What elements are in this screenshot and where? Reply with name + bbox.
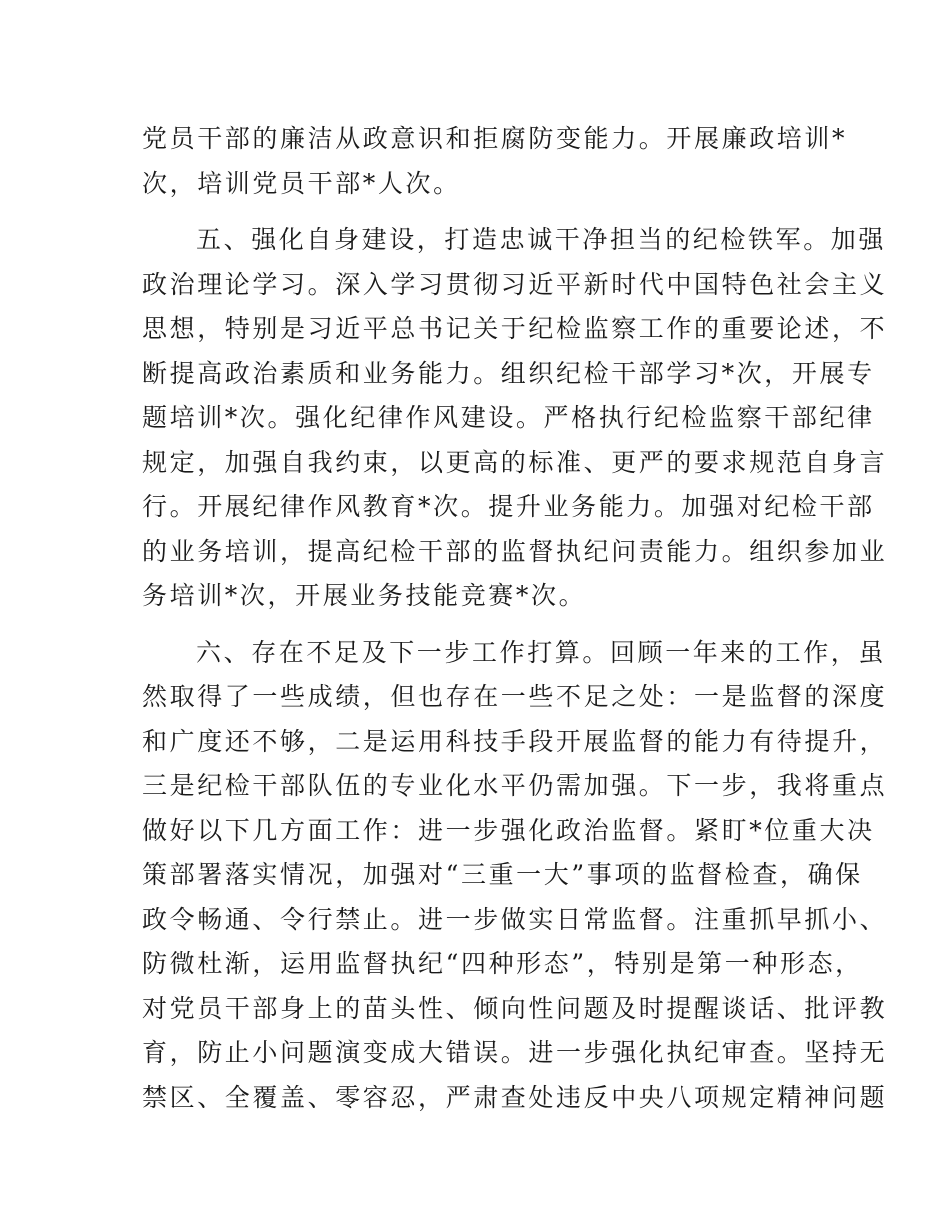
text-line: 党员干部的廉洁从政意识和拒腐防变能力。开展廉政培训*: [142, 124, 848, 153]
text-line: 行。开展纪律作风教育*次。提升业务能力。加强对纪检干部: [142, 492, 875, 521]
text-line: 三是纪检干部队伍的专业化水平仍需加强。下一步，我将重点: [142, 771, 888, 800]
text-line: 然取得了一些成绩，但也存在一些不足之处：一是监督的深度: [142, 682, 888, 711]
text-line: 策部署落实情况，加强对“三重一大”事项的监督检查，确保: [142, 860, 863, 889]
text-line: 思想，特别是习近平总书记关于纪检监察工作的重要论述，不: [142, 314, 888, 343]
text-line: 题培训*次。强化纪律作风建设。严格执行纪检监察干部纪律: [142, 403, 875, 432]
paragraph-2: [142, 218, 888, 619]
text-line: 政令畅通、令行禁止。进一步做实日常监督。注重抓早抓小、: [142, 904, 888, 934]
text-line: 五、强化自身建设，打造忠诚干净担当的纪检铁军。加强: [196, 225, 887, 254]
paragraph-1: [142, 117, 848, 206]
text-line: 育，防止小问题演变成大错误。进一步强化执纪审查。坚持无: [142, 1038, 888, 1067]
document-body: [142, 117, 888, 1120]
text-line: 务培训*次，开展业务技能竞赛*次。: [142, 581, 587, 610]
text-line: 的业务培训，提高纪检干部的监督执纪问责能力。组织参加业: [142, 536, 888, 566]
text-line: 和广度还不够，二是运用科技手段开展监督的能力有待提升，: [142, 726, 888, 756]
text-line: 次，培训党员干部*人次。: [142, 168, 461, 198]
text-line: 断提高政治素质和业务能力。组织纪检干部学习*次，开展专: [142, 358, 875, 388]
text-line: 规定，加强自我约束，以更高的标准、更严的要求规范自身言: [142, 447, 888, 477]
paragraph-3: [142, 631, 888, 1121]
text-line: 政治理论学习。深入学习贯彻习近平新时代中国特色社会主义: [142, 269, 888, 299]
text-line: 禁区、全覆盖、零容忍，严肃查处违反中央八项规定精神问题: [142, 1082, 888, 1112]
text-line: 对党员干部身上的苗头性、倾向性问题及时提醒谈话、批评教: [142, 993, 888, 1023]
text-line: 防微杜渐，运用监督执纪“四种形态”，特别是第一种形态，: [142, 949, 863, 978]
text-line: 六、存在不足及下一步工作打算。回顾一年来的工作，虽: [196, 637, 887, 667]
text-line: 做好以下几方面工作：进一步强化政治监督。紧盯*位重大决: [142, 815, 875, 845]
